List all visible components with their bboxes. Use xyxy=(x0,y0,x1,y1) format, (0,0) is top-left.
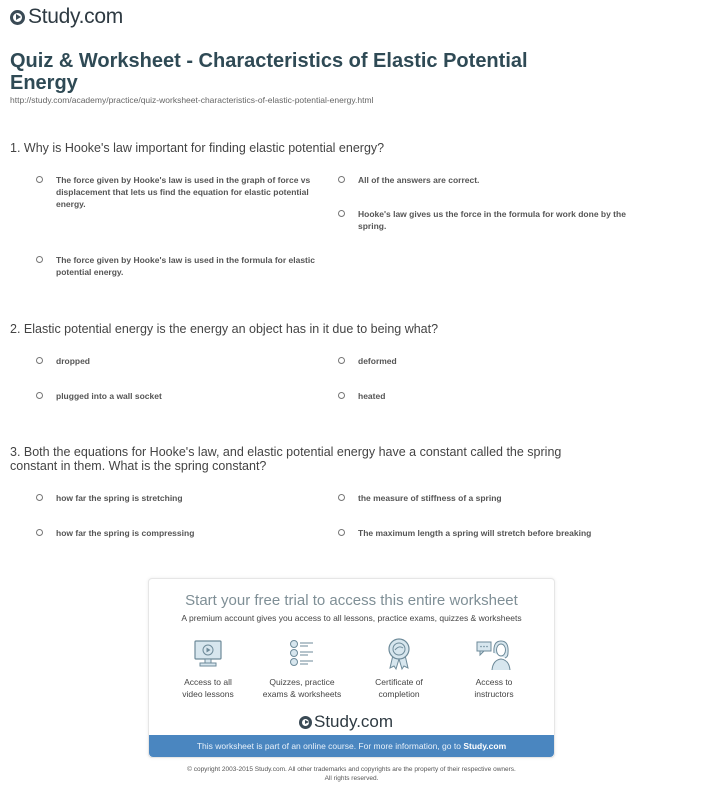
feature-label-line2: instructors xyxy=(474,689,514,699)
free-trial-subtitle: A premium account gives you access to all lessons, practice exams, quizzes & worksheets xyxy=(181,613,522,623)
q2-option-b[interactable] xyxy=(338,355,397,367)
feature-label-line2: video lessons xyxy=(182,689,234,699)
q3-option-d[interactable] xyxy=(338,527,591,539)
page-title: Quiz & Worksheet - Characteristics of Elastic Potential Energy xyxy=(10,50,528,94)
option-label: dropped xyxy=(56,356,90,366)
q3-option-c[interactable] xyxy=(36,527,194,539)
feature-certificate xyxy=(354,637,444,700)
option-label: The maximum length a spring will stretch before breaking xyxy=(358,528,592,538)
logo-text: Study.com xyxy=(314,712,394,731)
copyright-line2: All rights reserved. xyxy=(324,775,379,782)
option-label: how far the spring is compressing xyxy=(56,528,195,538)
q1-option-b[interactable] xyxy=(338,174,628,186)
video-monitor-icon xyxy=(191,637,225,671)
option-label: All of the answers are correct. xyxy=(358,175,480,185)
radio-button[interactable] xyxy=(338,210,345,217)
study-logo-card[interactable] xyxy=(299,712,393,732)
q2-option-a[interactable] xyxy=(36,355,90,367)
page-url: http://study.com/academy/practice/quiz-worksheet-characteristics-of-elastic-potential-energy.html xyxy=(10,95,374,105)
instructor-chat-icon xyxy=(475,637,513,671)
feature-label-line1: Access to xyxy=(475,677,513,687)
question-2: 2. Elastic potential energy is the energy an object has in it due to being what? xyxy=(10,322,439,336)
option-label: the measure of stiffness of a spring xyxy=(358,493,502,503)
option-label: Hooke's law gives us the force in the formula for work done by the spring. xyxy=(358,209,626,231)
logo-text: Study.com xyxy=(28,5,123,28)
radio-button[interactable] xyxy=(338,392,345,399)
play-circle-icon xyxy=(10,10,25,25)
option-label: plugged into a wall socket xyxy=(56,391,162,401)
q2-option-c[interactable] xyxy=(36,390,162,402)
feature-label-line1: Quizzes, practice xyxy=(269,677,335,687)
question-1: 1. Why is Hooke's law important for finding elastic potential energy? xyxy=(10,141,385,155)
radio-button[interactable] xyxy=(338,494,345,501)
checklist-icon xyxy=(285,637,319,671)
feature-video-lessons xyxy=(163,637,253,700)
banner-text: This worksheet is part of an online course. For more information, go to xyxy=(196,741,464,751)
play-circle-icon xyxy=(299,716,312,729)
radio-button[interactable] xyxy=(36,357,43,364)
q1-option-c[interactable] xyxy=(338,208,628,232)
feature-label-line2: exams & worksheets xyxy=(262,689,342,699)
q2-option-d[interactable] xyxy=(338,390,385,402)
free-trial-card xyxy=(148,578,555,758)
radio-button[interactable] xyxy=(36,256,43,263)
feature-label-line1: Access to all xyxy=(184,677,232,687)
q1-option-a[interactable] xyxy=(36,174,326,210)
q1-option-d[interactable] xyxy=(36,254,326,278)
radio-button[interactable] xyxy=(36,529,43,536)
feature-instructors xyxy=(449,637,539,700)
q3-option-a[interactable] xyxy=(36,492,183,504)
study-logo[interactable] xyxy=(10,5,123,29)
free-trial-title[interactable]: Start your free trial to access this entire worksheet xyxy=(185,592,518,609)
copyright-notice xyxy=(148,765,555,783)
option-label: how far the spring is stretching xyxy=(56,493,183,503)
radio-button[interactable] xyxy=(36,176,43,183)
course-info-banner[interactable] xyxy=(149,735,554,757)
q3-option-b[interactable] xyxy=(338,492,502,504)
banner-link[interactable]: Study.com xyxy=(463,741,507,751)
option-label: heated xyxy=(358,391,386,401)
feature-label-line2: completion xyxy=(378,689,420,699)
certificate-ribbon-icon xyxy=(382,637,416,671)
copyright-line1: © copyright 2003-2015 Study.com. All other trademarks and copyrights are the property of their respective owners. xyxy=(187,766,516,773)
feature-label-line1: Certificate of xyxy=(375,677,423,687)
question-3: 3. Both the equations for Hooke's law, and elastic potential energy have a constant called the spring constant in them. What is the spring constant? xyxy=(10,445,562,473)
radio-button[interactable] xyxy=(338,176,345,183)
radio-button[interactable] xyxy=(338,357,345,364)
radio-button[interactable] xyxy=(36,494,43,501)
radio-button[interactable] xyxy=(36,392,43,399)
option-label: deformed xyxy=(358,356,397,366)
radio-button[interactable] xyxy=(338,529,345,536)
feature-quizzes xyxy=(257,637,347,700)
option-label: The force given by Hooke's law is used in the formula for elastic potential energy. xyxy=(56,255,315,277)
option-label: The force given by Hooke's law is used in the graph of force vs displacement that lets us find the equation for elastic potential energy. xyxy=(56,175,311,209)
